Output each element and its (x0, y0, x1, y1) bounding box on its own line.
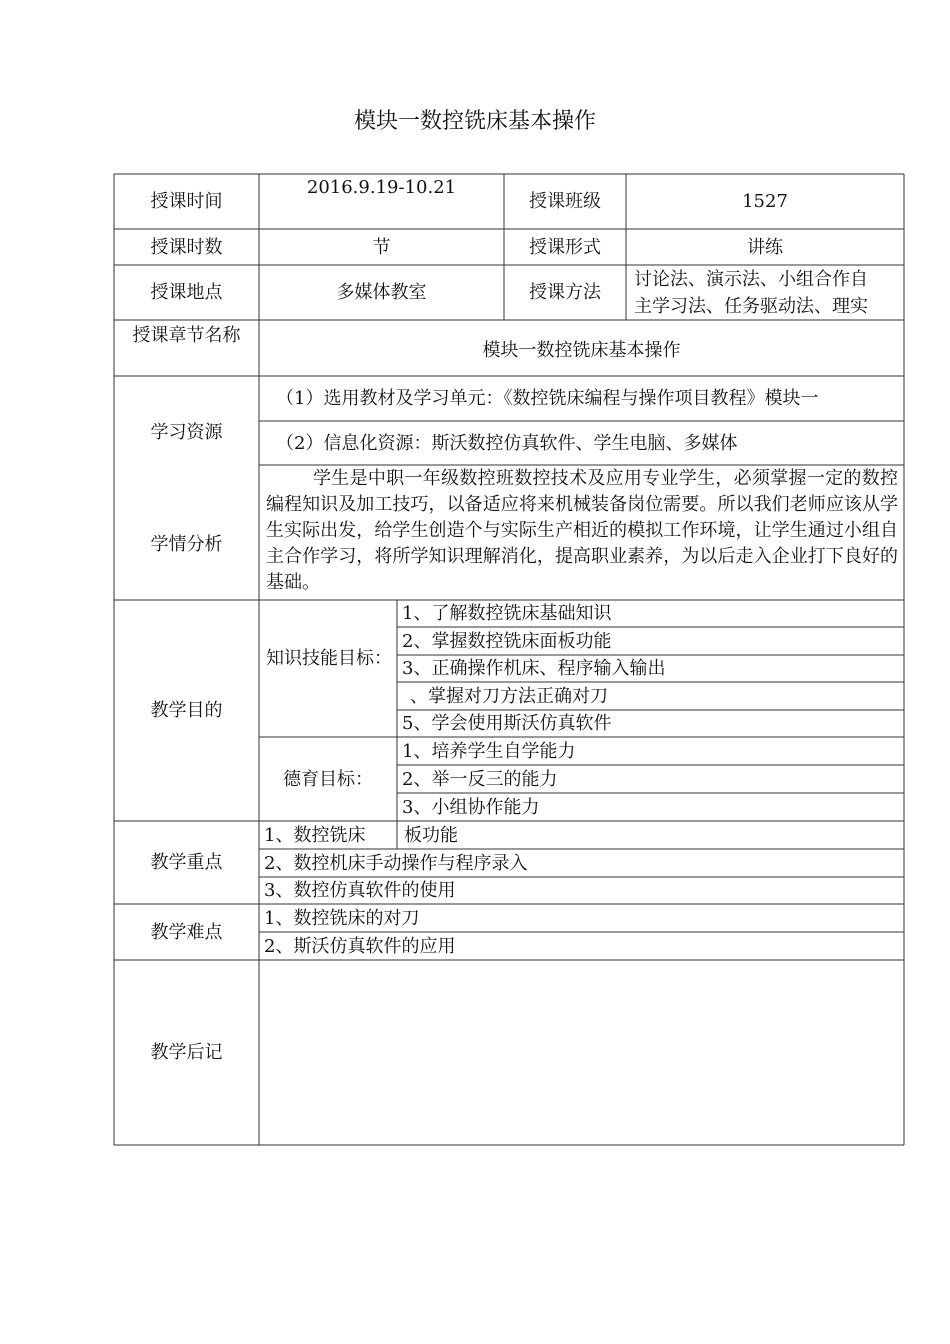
form-value: 讲练 (747, 236, 783, 258)
key-point-item: 1、数控铣床 (264, 824, 366, 846)
knowledge-item: 3、正确操作机床、程序输入输出 (402, 658, 666, 679)
time-value: 2016.9.19-10.21 (306, 176, 457, 198)
key-points-label: 教学重点 (150, 852, 223, 873)
knowledge-item: 、掌握对刀方法正确对刀 (410, 685, 608, 707)
difficulties-label: 教学难点 (150, 921, 223, 943)
reflection-label: 教学后记 (150, 1042, 223, 1063)
knowledge-item: 5、学会使用斯沃仿真软件 (402, 713, 612, 734)
difficulty-item: 1、数控铣床的对刀 (264, 907, 420, 929)
moral-item: 2、举一反三的能力 (402, 768, 558, 790)
document-title: 模块一数控铣床基本操作 (353, 109, 596, 134)
resource-item-2: （2）信息化资源：斯沃数控仿真软件、学生电脑、多媒体 (276, 432, 738, 454)
class-label: 授课班级 (529, 191, 601, 212)
method-line-1: 讨论法、演示法、小组合作自 (634, 269, 868, 290)
method-label: 授课方法 (529, 282, 601, 303)
resources-label: 学习资源 (150, 421, 223, 443)
knowledge-item: 1、了解数控铣床基础知识 (402, 603, 612, 624)
knowledge-item: 2、掌握数控铣床面板功能 (402, 630, 612, 652)
place-value: 多媒体教室 (336, 282, 427, 303)
difficulty-item: 2、斯沃仿真软件的应用 (264, 935, 456, 957)
method-line-2: 主学习法、任务驱动法、理实 (634, 296, 868, 317)
chapter-value: 模块一数控铣床基本操作 (482, 339, 681, 361)
analysis-text: 学生是中职一年级数控班数控技术及应用专业学生，必须掌握一定的数控编程知识及加工技巧，以备适应将来机械装备岗位需要。所以我们老师应该从学生实际出发，给学生创造个与实际生产相近的模拟工作环境，让学生通过小组自主合作学习，将所学知识理解消化，提高职业素养，为以后走入企业打下良好的基础。 (266, 468, 898, 593)
hours-value: 节 (372, 236, 391, 258)
hours-label: 授课时数 (150, 236, 223, 258)
moral-item: 1、培养学生自学能力 (402, 740, 576, 762)
moral-label: 德育目标： (283, 768, 373, 790)
objectives-label: 教学目的 (150, 700, 223, 721)
form-label: 授课形式 (529, 236, 601, 258)
resource-item-1: （1）选用教材及学习单元：《数控铣床编程与操作项目教程》模块一 (276, 388, 819, 409)
knowledge-label: 知识技能目标： (266, 648, 392, 669)
chapter-label: 授课章节名称 (132, 325, 241, 346)
key-point-item: 3、数控仿真软件的使用 (264, 880, 456, 901)
key-point-item: 2、数控机床手动操作与程序录入 (264, 852, 528, 874)
reflection-content[interactable] (259, 960, 904, 1145)
moral-item: 3、小组协作能力 (402, 796, 540, 818)
time-label: 授课时间 (150, 191, 223, 212)
place-label: 授课地点 (150, 282, 223, 303)
analysis-label: 学情分析 (150, 533, 223, 555)
class-value: 1527 (742, 191, 788, 212)
key-point-item: 板功能 (404, 824, 458, 846)
